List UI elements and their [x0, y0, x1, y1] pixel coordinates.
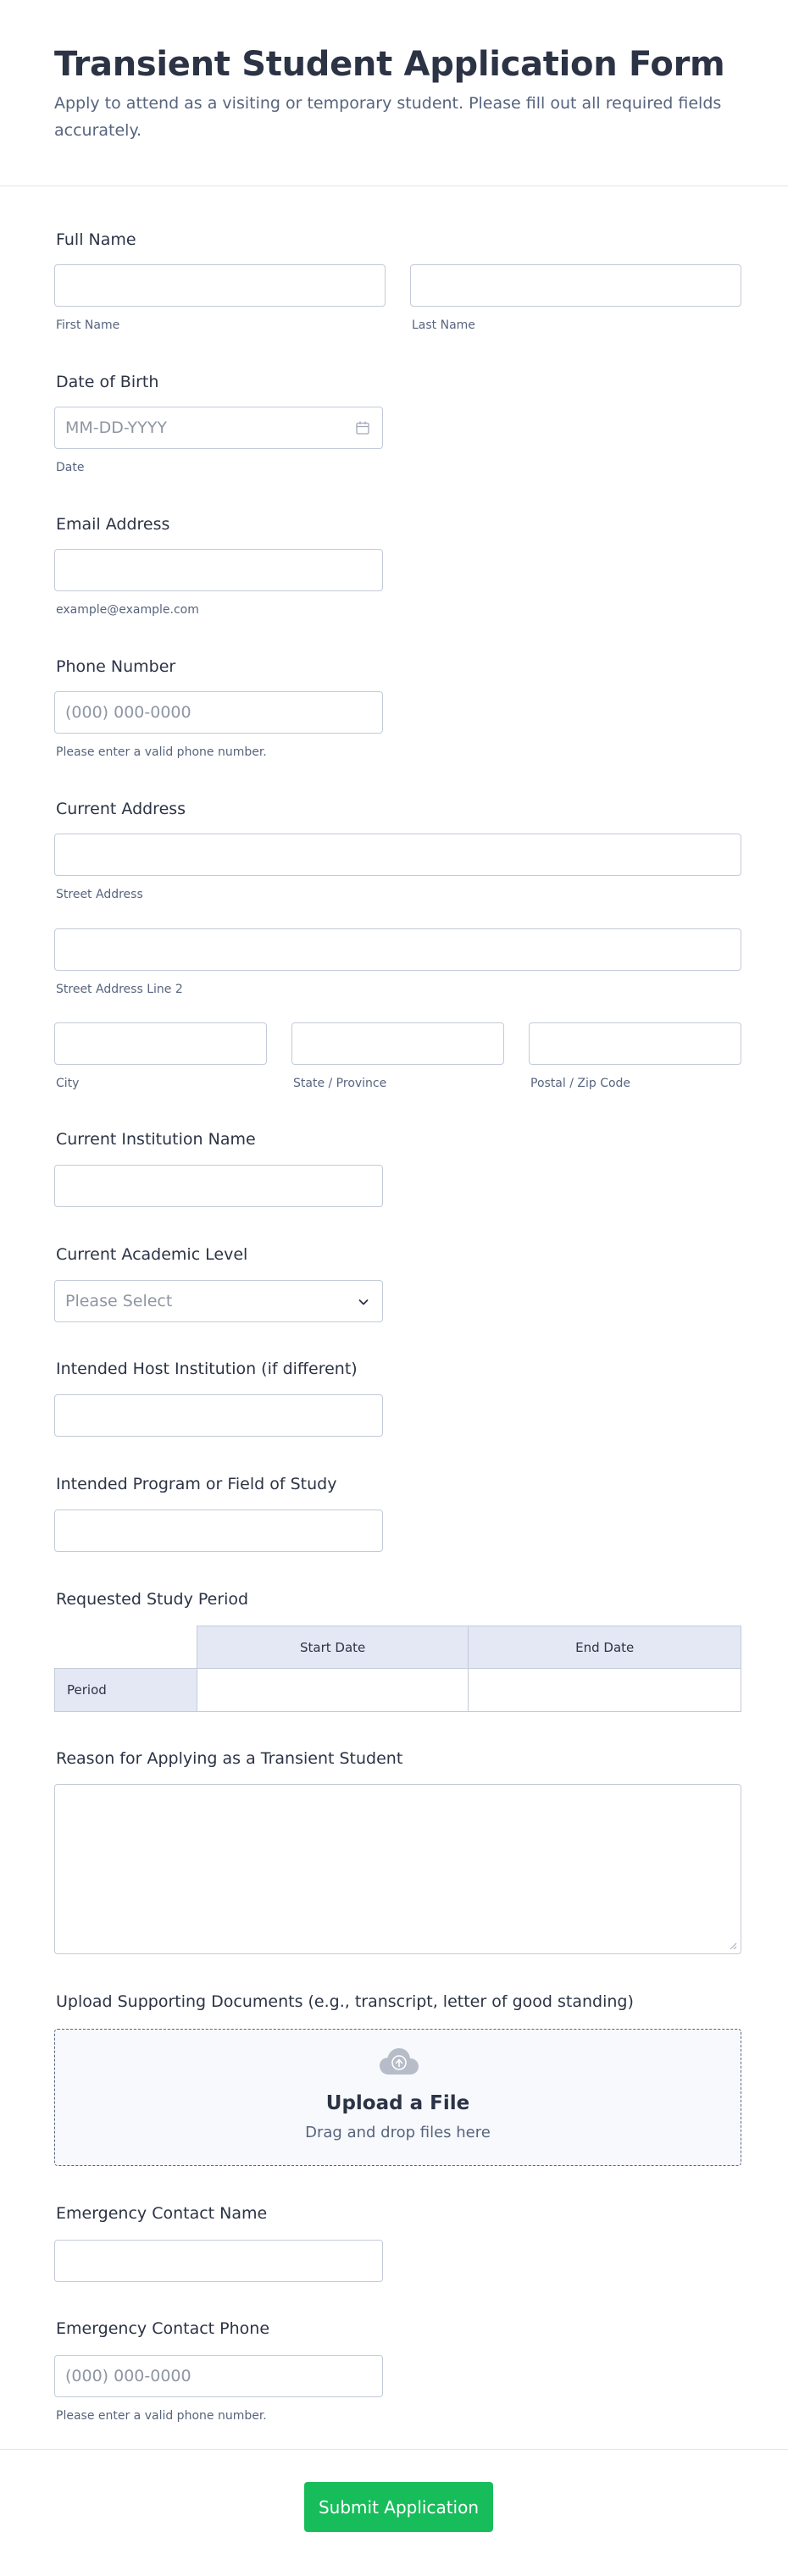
email-input[interactable] — [54, 549, 383, 591]
form-title: Transient Student Application Form — [54, 45, 725, 84]
phone-input[interactable] — [54, 691, 383, 734]
cloud-upload-icon — [378, 2047, 420, 2077]
file-upload-dropzone[interactable] — [54, 2029, 741, 2166]
street-address-2-sublabel: Street Address Line 2 — [56, 983, 183, 996]
address-label: Current Address — [56, 800, 186, 818]
academic-level-select[interactable] — [54, 1280, 383, 1322]
street-address-input[interactable] — [54, 834, 741, 876]
row-label-period: Period — [55, 1669, 197, 1712]
dob-sublabel: Date — [56, 461, 85, 474]
phone-placeholder: (000) 000-0000 — [65, 703, 191, 722]
first-name-sublabel: First Name — [56, 319, 120, 332]
full-name-label: Full Name — [56, 230, 136, 249]
calendar-icon[interactable] — [355, 420, 370, 435]
form-header — [0, 0, 788, 186]
column-header-end-date: End Date — [469, 1626, 741, 1669]
last-name-input[interactable] — [410, 264, 741, 307]
emergency-phone-label: Emergency Contact Phone — [56, 2319, 270, 2338]
start-date-cell-input[interactable] — [197, 1669, 469, 1712]
host-institution-input[interactable] — [54, 1394, 383, 1437]
emergency-phone-sublabel: Please enter a valid phone number. — [56, 2409, 267, 2423]
dob-placeholder: MM-DD-YYYY — [65, 418, 167, 437]
form-description: Apply to attend as a visiting or temporary student. Please fill out all required fields accurately. — [54, 94, 722, 140]
chevron-down-icon — [357, 1295, 370, 1309]
dob-input[interactable] — [54, 407, 383, 449]
column-header-start-date: Start Date — [197, 1626, 469, 1669]
reason-label: Reason for Applying as a Transient Student — [56, 1749, 403, 1768]
institution-input[interactable] — [54, 1165, 383, 1207]
phone-sublabel: Please enter a valid phone number. — [56, 745, 267, 759]
reason-textarea[interactable] — [54, 1784, 741, 1954]
first-name-input[interactable] — [54, 264, 386, 307]
street-address-sublabel: Street Address — [56, 888, 143, 901]
footer-divider — [0, 2449, 788, 2450]
state-sublabel: State / Province — [293, 1077, 387, 1090]
phone-label: Phone Number — [56, 657, 176, 676]
end-date-cell-input[interactable] — [469, 1669, 741, 1712]
study-period-label: Requested Study Period — [56, 1590, 249, 1609]
submit-button[interactable]: Submit Application — [304, 2482, 493, 2532]
emergency-name-label: Emergency Contact Name — [56, 2204, 268, 2223]
state-input[interactable] — [291, 1022, 504, 1065]
dob-label: Date of Birth — [56, 373, 159, 391]
resize-grip-icon[interactable] — [729, 1942, 737, 1950]
upload-label: Upload Supporting Documents (e.g., transcript, letter of good standing) — [56, 1992, 634, 2011]
upload-title: Upload a File — [325, 2092, 470, 2114]
upload-subtitle: Drag and drop files here — [305, 2124, 491, 2141]
email-sublabel: example@example.com — [56, 603, 199, 617]
academic-level-label: Current Academic Level — [56, 1245, 248, 1264]
last-name-sublabel: Last Name — [412, 319, 475, 332]
study-period-table — [54, 1626, 741, 1712]
table-corner — [55, 1626, 197, 1669]
city-sublabel: City — [56, 1077, 80, 1090]
institution-label: Current Institution Name — [56, 1130, 256, 1149]
emergency-phone-input[interactable] — [54, 2355, 383, 2397]
zip-input[interactable] — [529, 1022, 741, 1065]
emergency-name-input[interactable] — [54, 2240, 383, 2282]
emergency-phone-placeholder: (000) 000-0000 — [65, 2367, 191, 2385]
program-label: Intended Program or Field of Study — [56, 1475, 337, 1493]
street-address-2-input[interactable] — [54, 928, 741, 971]
program-input[interactable] — [54, 1510, 383, 1552]
email-label: Email Address — [56, 515, 170, 534]
zip-sublabel: Postal / Zip Code — [530, 1077, 631, 1090]
city-input[interactable] — [54, 1022, 267, 1065]
academic-level-value: Please Select — [65, 1292, 173, 1310]
host-institution-label: Intended Host Institution (if different) — [56, 1360, 358, 1378]
